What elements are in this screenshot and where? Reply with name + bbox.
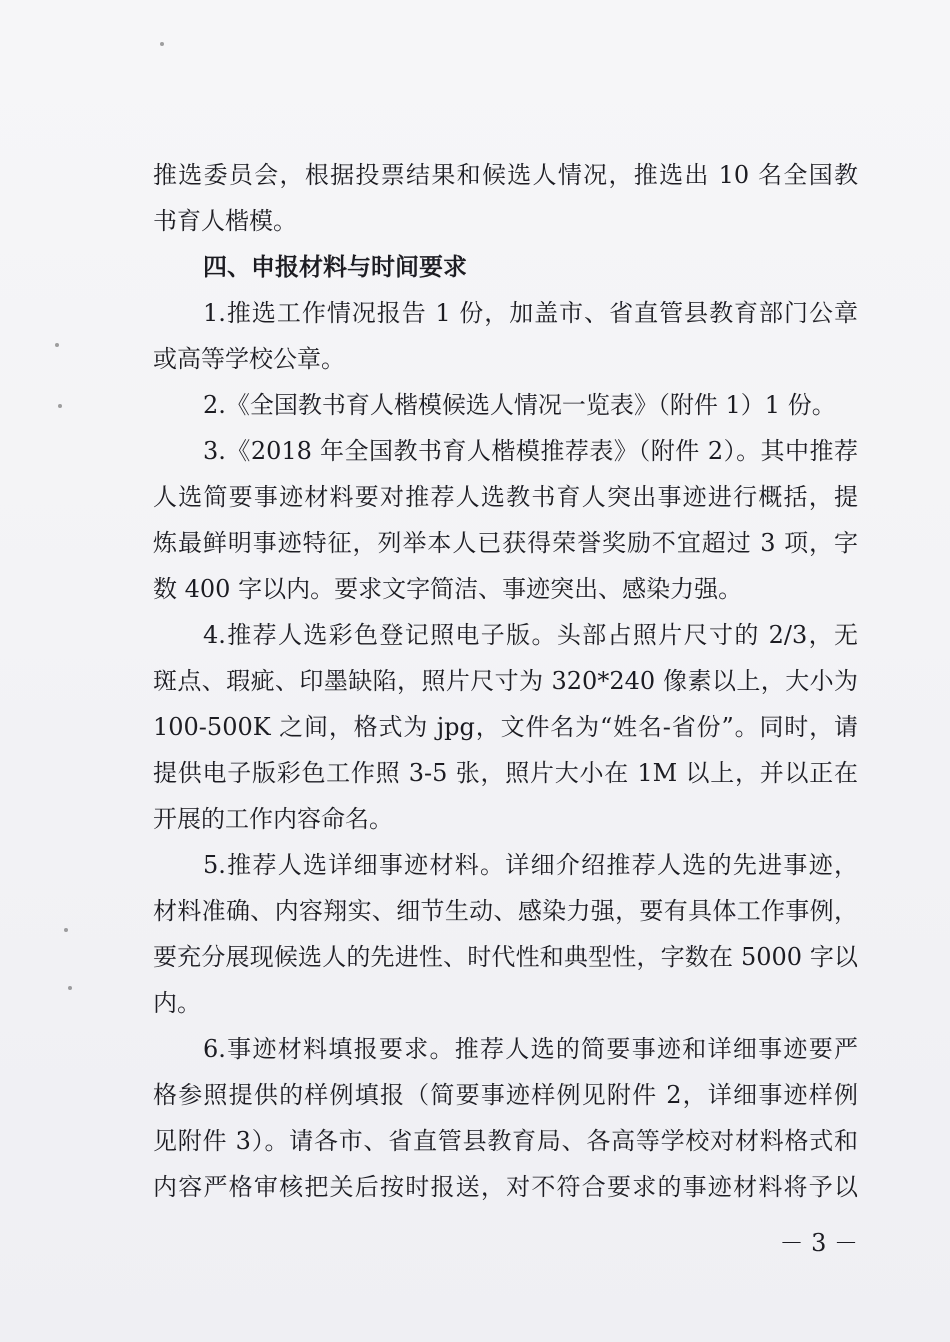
text-line-6: 2.《全国教书育人楷模候选人情况一览表》（附件 1）1 份。	[203, 391, 836, 419]
text-line-16: 5.推荐人选详细事迹材料。详细介绍推荐人选的先进事迹，	[203, 851, 858, 879]
text-line-12: 斑点、瑕疵、印墨缺陷，照片尺寸为 320*240 像素以上，大小为	[153, 667, 858, 695]
text-line-8: 人选简要事迹材料要对推荐人选教书育人突出事迹进行概括，提	[153, 483, 858, 511]
text-line-4: 1.推选工作情况报告 1 份，加盖市、省直管县教育部门公章	[203, 299, 858, 327]
text-line-20: 6.事迹材料填报要求。推荐人选的简要事迹和详细事迹要严	[203, 1035, 858, 1063]
text-line-22: 见附件 3）。请各市、省直管县教育局、各高等学校对材料格式和	[153, 1127, 858, 1155]
text-line-19: 内。	[153, 989, 201, 1017]
text-line-7: 3.《2018 年全国教书育人楷模推荐表》（附件 2）。其中推荐	[203, 437, 858, 465]
text-line-17: 材料准确、内容翔实、细节生动、感染力强，要有具体工作事例，	[153, 897, 858, 925]
scan-speck	[160, 42, 164, 46]
page-number: － 3 －	[779, 1229, 858, 1257]
text-line-2: 书育人楷模。	[153, 207, 297, 235]
scan-speck	[64, 928, 68, 932]
scan-speck	[58, 404, 62, 408]
text-line-11: 4.推荐人选彩色登记照电子版。头部占照片尺寸的 2/3，无	[203, 621, 858, 649]
text-line-13: 100-500K 之间，格式为 jpg，文件名为“姓名-省份”。同时，请	[153, 713, 858, 741]
text-line-5: 或高等学校公章。	[153, 345, 345, 373]
text-line-15: 开展的工作内容命名。	[153, 805, 393, 833]
section-heading: 四、申报材料与时间要求	[203, 252, 467, 281]
text-line-21: 格参照提供的样例填报（简要事迹样例见附件 2，详细事迹样例	[153, 1081, 858, 1109]
text-line-9: 炼最鲜明事迹特征，列举本人已获得荣誉奖励不宜超过 3 项，字	[153, 529, 858, 557]
text-line-18: 要充分展现候选人的先进性、时代性和典型性，字数在 5000 字以	[153, 943, 858, 971]
scan-speck	[55, 343, 59, 347]
text-line-14: 提供电子版彩色工作照 3-5 张，照片大小在 1M 以上，并以正在	[153, 759, 858, 787]
text-line-10: 数 400 字以内。要求文字简洁、事迹突出、感染力强。	[153, 575, 743, 603]
scan-speck	[68, 986, 72, 990]
text-line-23: 内容严格审核把关后按时报送，对不符合要求的事迹材料将予以	[153, 1173, 858, 1201]
text-line-1: 推选委员会，根据投票结果和候选人情况，推选出 10 名全国教	[153, 161, 858, 189]
